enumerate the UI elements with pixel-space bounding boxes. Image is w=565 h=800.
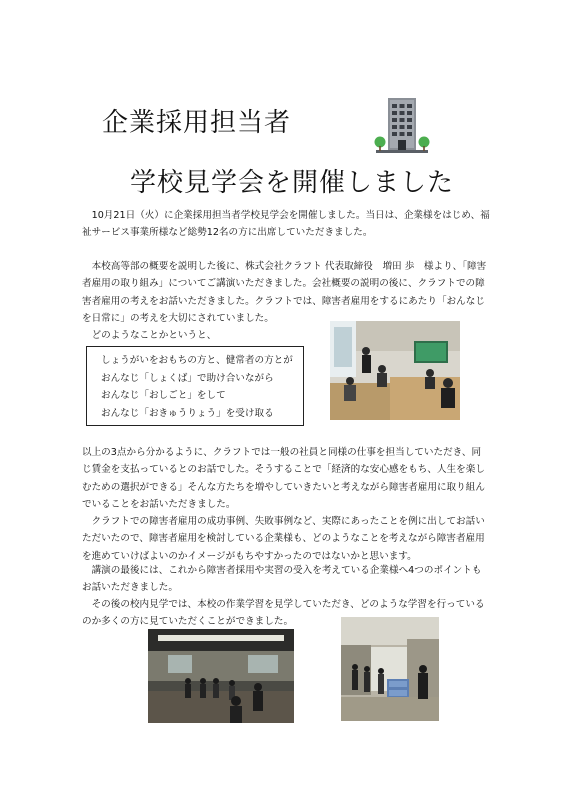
quote-line: しょうがいをおもちの方と、健常者の方とが xyxy=(101,355,293,366)
page-title: 企業採用担当者 xyxy=(102,108,292,138)
quote-box xyxy=(86,346,304,426)
quote-line: おんなじ「おしごと」をして xyxy=(101,390,226,401)
paragraph-points: 講演の最後には、これから障害者採用や実習の受入を考えている企業様へ4つのポイントもお話いただきました。 xyxy=(82,565,482,594)
quote-line: おんなじ「しょくば」で助け合いながら xyxy=(101,372,274,384)
paragraph-tour: その後の校内見学では、本校の作業学習を見学していただき、どのような学習を行っているのか多くの方に見ていただくことができました。 xyxy=(82,599,485,628)
tour-photo-hall xyxy=(148,629,294,723)
paragraph-lead: どのようなことかというと、 xyxy=(82,330,217,341)
paragraph-examples: クラフトでの障害者雇用の成功事例、失敗事例など、実際にあったことを例に出してお話いただいたので、障害者雇用を検討している企業様も、どのようなことを考えながら障害者雇用を進めていけばよいのかイメージがもちやすかったのではないかと思います。 xyxy=(82,516,485,562)
lecture-photo xyxy=(330,321,460,420)
paragraph-explanation: 以上の3点から分かるように、クラフトでは一般の社員と同様の仕事を担当していただき、同じ賃金を支払っているとのお話でした。そうすることで「経済的な安心感をもち、人生を楽しむための選択ができる」そんな方たちを増やしていきたいと考えながら障害者雇用に取り組んでいることをお話いただきました。 xyxy=(82,447,485,510)
page-subtitle: 学校見学会を開催しました xyxy=(130,168,455,198)
quote-line: おんなじ「おきゅうりょう」を受け取る xyxy=(101,407,274,419)
paragraph-intro: 10月21日（火）に企業採用担当者学校見学会を開催しました。当日は、企業様をはじめ、福祉サービス事業所様など総勢12名の方に出席していただきました。 xyxy=(82,210,490,239)
tour-photo-corridor xyxy=(341,617,439,721)
paragraph-lecture: 本校高等部の概要を説明した後に、株式会社クラフト 代表取締役 増田 歩 様より、「障害者雇用の取り組み」についてご講演いただきました。会社概要の説明の後に、クラフトでの障害者雇用の考えをお話いただきました。クラフトでは、障害者雇用をするにあたり「おんなじを日常に」の考えを大切にされていました。 xyxy=(82,261,487,324)
office-building-icon xyxy=(372,96,432,158)
